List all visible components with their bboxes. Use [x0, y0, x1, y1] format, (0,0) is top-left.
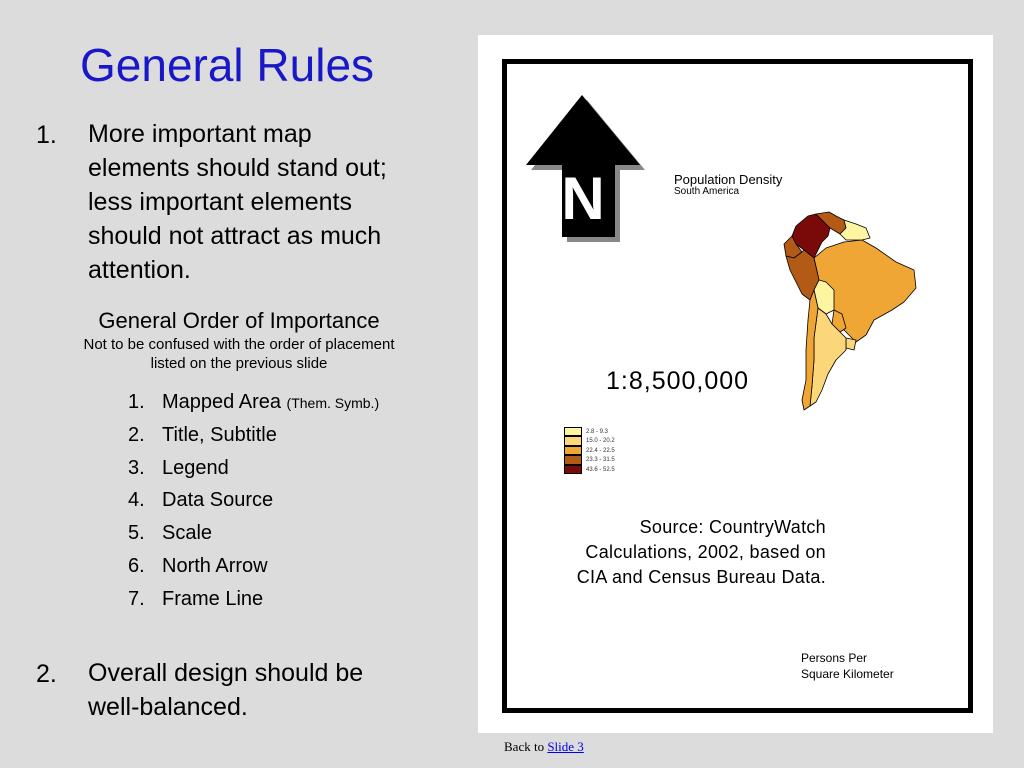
- map-image-panel: [478, 35, 993, 733]
- rule-1-line: should not attract as much: [88, 222, 382, 250]
- rule-2-number: 2.: [36, 660, 57, 688]
- south-america-map: [774, 210, 920, 412]
- footer-nav: [504, 739, 584, 755]
- order-item-number: 3.: [128, 456, 145, 479]
- region-guianas: [840, 220, 870, 240]
- legend-swatch: [564, 446, 582, 456]
- legend-row: [564, 465, 615, 475]
- order-item-label: Scale: [162, 522, 213, 545]
- slide-3-link[interactable]: Slide 3: [547, 739, 584, 754]
- order-list: [128, 391, 379, 621]
- order-subheading: [40, 335, 438, 373]
- legend-label: 43.6 - 52.5: [586, 466, 615, 473]
- order-list-item: [128, 391, 379, 424]
- legend-label: 23.3 - 31.5: [586, 457, 615, 464]
- order-item-number: 4.: [128, 489, 145, 512]
- slide-title: General Rules: [80, 39, 375, 91]
- rule-1-line: less important elements: [88, 188, 353, 216]
- rule-1-number: 1.: [36, 121, 57, 149]
- north-arrow-icon: [525, 92, 655, 242]
- order-item-note: (Them. Symb.): [286, 395, 380, 411]
- order-subheading-line: Not to be confused with the order of placement: [83, 336, 395, 353]
- order-list-item: [128, 424, 379, 457]
- legend-label: 22.4 - 22.5: [586, 447, 615, 454]
- legend-label: 2.8 - 9.3: [586, 428, 609, 435]
- footer-prefix: Back to: [504, 739, 548, 754]
- map-units-line: Square Kilometer: [801, 667, 894, 681]
- legend-swatch: [564, 455, 582, 465]
- order-item-label: Title, Subtitle: [162, 423, 277, 446]
- north-letter: N: [561, 165, 605, 232]
- order-item-number: 2.: [128, 423, 145, 446]
- order-list-item: [128, 489, 379, 522]
- order-item-label: Legend: [162, 456, 229, 479]
- region-uruguay: [846, 338, 856, 350]
- rule-2-text: [88, 656, 363, 724]
- map-scale: 1:8,500,000: [606, 367, 750, 395]
- order-item-number: 6.: [128, 554, 145, 577]
- rule-2-line: Overall design should be: [88, 659, 364, 687]
- order-item-label: North Arrow: [162, 554, 268, 577]
- order-item-label: Frame Line: [162, 587, 264, 610]
- data-source-line: Calculations, 2002, based on: [585, 542, 826, 562]
- data-source: [577, 515, 826, 590]
- rule-2-line: well-balanced.: [88, 693, 248, 721]
- legend-swatch: [564, 427, 582, 437]
- data-source-line: CIA and Census Bureau Data.: [576, 567, 826, 587]
- map-units-line: Persons Per: [801, 651, 868, 665]
- rule-1-line: elements should stand out;: [88, 154, 387, 182]
- rule-1-line: attention.: [88, 256, 191, 284]
- order-list-item: [128, 555, 379, 588]
- legend-swatch: [564, 436, 582, 446]
- legend-swatch: [564, 465, 582, 475]
- order-list-item: [128, 522, 379, 555]
- order-subheading-line: listed on the previous slide: [150, 355, 328, 372]
- map-subtitle: South America: [674, 186, 740, 197]
- order-list-item: [128, 457, 379, 490]
- order-item-label: Data Source: [162, 489, 274, 512]
- order-list-item: [128, 588, 379, 621]
- data-source-line: Source: CountryWatch: [639, 517, 826, 537]
- map-units: [801, 650, 894, 682]
- rule-1-text: [88, 117, 387, 287]
- order-item-number: 1.: [128, 391, 145, 413]
- legend-label: 15.0 - 20.2: [586, 438, 615, 445]
- map-legend: [564, 427, 615, 475]
- order-item-label: Mapped Area: [162, 391, 281, 413]
- map-title: Population Density: [674, 172, 783, 187]
- order-item-number: 5.: [128, 522, 145, 545]
- order-item-number: 7.: [128, 587, 145, 610]
- rule-1-line: More important map: [88, 120, 312, 148]
- order-heading: General Order of Importance: [98, 308, 380, 333]
